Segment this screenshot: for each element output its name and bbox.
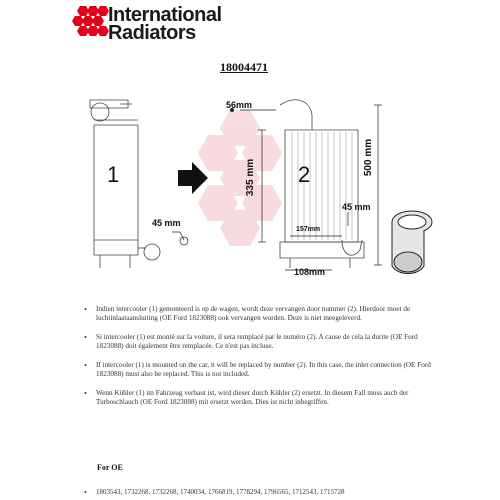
turbo-hose — [392, 211, 432, 274]
original-number: 1 — [107, 162, 120, 187]
dim-outlet-left: 45 mm — [152, 218, 181, 228]
note-fr: • Si intercooler (1) est monté sur la voiture, il sera remplacé par le numéro (2). A cause de cela la durite (OE Ford 1823088) doit également être remplacée. Ce n'est pas incluse. — [82, 333, 442, 351]
dim-height-total: 500 mm — [363, 138, 375, 177]
watermark-icon — [198, 110, 282, 246]
intercooler-1 — [90, 100, 160, 268]
brand-line-2: Radiators — [108, 22, 196, 44]
dim-width-inner: 157mm — [296, 226, 321, 233]
notes-list — [82, 305, 442, 417]
dim-height-core: 335 mm — [245, 158, 257, 197]
diagram-drawing — [80, 90, 440, 285]
oe-heading: For OE — [97, 463, 123, 472]
product-diagram — [80, 90, 440, 285]
replace-arrow-icon — [178, 162, 208, 194]
replacement-number: 2 — [298, 162, 311, 187]
brand-line-1: International — [108, 4, 222, 26]
part-number: 18004471 — [220, 60, 268, 74]
brand-name — [108, 6, 222, 42]
oe-numbers: • 1803543, 1732268, 1732268, 1740034, 1766819, 1778294, 1796565, 1712543, 1715728 — [82, 488, 456, 496]
note-de: • Wenn Kühler (1) im Fahrzeug verbaut ist, wird dieser durch Kühler (2) ersetzt. In diesem Fall muss auch der Turboschlauch (OE Ford 1823088) mit ersetzt werden. Dies ist nicht inbegriffen. — [82, 389, 442, 407]
intercooler-2 — [280, 100, 364, 268]
note-en: • If intercooler (1) is mounted on the car, it will be replaced by number (2). In this case, the inlet connection (OE Ford 1823088) must also be replaced. This is not included. — [82, 361, 442, 379]
dim-inlet-top: 56mm — [226, 100, 253, 110]
note-nl: • Indien intercooler (1) gemonteerd is op de wagen, wordt deze vervangen door nummer (2). Hierdoor moet de luchtinlaataansluiting (OE Ford 1823088) ook vervangen worden. Deze is niet meegeleverd. — [82, 305, 442, 323]
dim-outlet-right: 45 mm — [342, 202, 371, 212]
dim-width-bottom: 108mm — [294, 267, 326, 277]
